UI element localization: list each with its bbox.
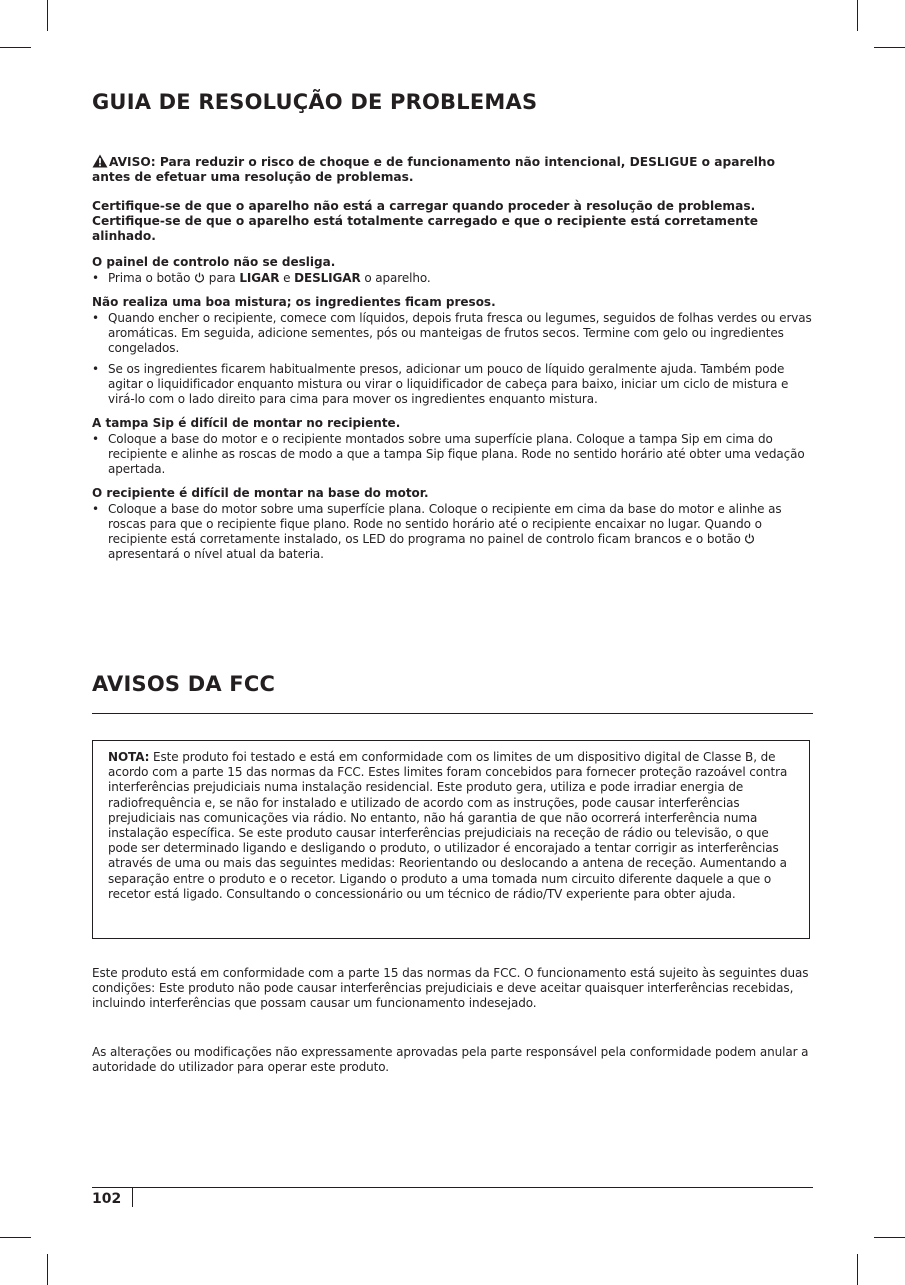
page-number-divider [132, 1188, 133, 1207]
warning-notice [92, 154, 817, 185]
fcc-note-box [92, 740, 810, 939]
bullet-text: apresentará o nível atual da bateria. [108, 547, 324, 561]
power-icon [194, 272, 205, 283]
list-item: • Quando encher o recipiente, comece com líquidos, depois fruta fresca ou legumes, seguidos de folhas verdes ou ervas aromáticas. Em seguida, adicione sementes, pós ou manteigas de frutos secos. Termine com gelo ou ingredientes congelados. [92, 311, 817, 356]
note-label: NOTA: [108, 750, 150, 764]
footer-rule [92, 1187, 813, 1188]
crop-mark [874, 1237, 905, 1238]
bullet-list [92, 502, 817, 562]
crop-mark [857, 0, 858, 31]
bullet-list [92, 432, 817, 477]
troubleshooting-title: GUIA DE RESOLUÇÃO DE PROBLEMAS [92, 90, 538, 114]
section-divider [92, 713, 813, 714]
bullet-list [92, 271, 817, 286]
fcc-paragraph: Este produto está em conformidade com a parte 15 das normas da FCC. O funcionamento está sujeito às seguintes duas condições: Este produto não pode causar interferências prejudiciais e deve aceitar quaisquer interferências recebidas, incluindo interferências que possam causar um funcionamento indesejado. [92, 966, 809, 1011]
crop-mark [874, 47, 905, 48]
crop-mark [0, 47, 31, 48]
section-heading: Não realiza uma boa mistura; os ingredientes ficam presos. [92, 295, 496, 309]
power-icon [744, 533, 755, 544]
intro-paragraph: Certifique-se de que o aparelho não está a carregar quando proceder à resolução de problemas. Certifique-se de que o aparelho está totalmente carregado e que o recipiente está corretamente alinhado. [92, 199, 759, 243]
bullet-text: para [205, 271, 240, 285]
crop-mark [857, 1254, 858, 1285]
troubleshooting-body [92, 154, 817, 562]
list-item: • Coloque a base do motor e o recipiente montados sobre uma superfície plana. Coloque a tampa Sip em cima do recipiente e alinhe as roscas de modo a que a tampa Sip fique plana. Rode no sentido horário até obter uma vedação apertada. [92, 432, 817, 477]
fcc-title: AVISOS DA FCC [92, 672, 276, 696]
warning-text: Para reduzir o risco de choque e de funcionamento não intencional, DESLIGUE o aparelho antes de efetuar uma resolução de problemas. [92, 155, 775, 184]
section-heading: O painel de controlo não se desliga. [92, 255, 336, 269]
section-heading: O recipiente é difícil de montar na base do motor. [92, 486, 429, 500]
list-item [92, 502, 817, 562]
bullet-list [92, 311, 817, 407]
crop-mark [0, 1237, 31, 1238]
bullet-text: Prima o botão [108, 271, 195, 285]
section-heading: A tampa Sip é difícil de montar no recipiente. [92, 416, 401, 430]
crop-mark [47, 1254, 48, 1285]
crop-mark [47, 0, 48, 31]
note-text: Este produto foi testado e está em conformidade com os limites de um dispositivo digital de Classe B, de acordo com a parte 15 das normas da FCC. Estes limites foram concebidos para fornecer proteção razoável contra interferências prejudiciais numa instalação residencial. Este produto gera, utiliza e pode irradiar energia de radiofrequência e, se não for instalado e utilizado de acordo com as instruções, pode causar interferências prejudiciais nas comunicações via rádio. No entanto, não há garantia de que não ocorrerá interferência numa instalação específica. Se este produto causar interferências prejudiciais na receção de rádio ou televisão, o que pode ser determinado ligando e desligando o produto, o utilizador é encorajado a tentar corrigir as interferências através de uma ou mais das seguintes medidas: Reorientando ou deslocando a antena de receção. Aumentando a separação entre o produto e o recetor. Ligando o produto a uma tomada num circuito diferente daquele a que o recetor está ligado. Consultando o concessionário ou um técnico de rádio/TV experiente para obter ajuda. [108, 750, 788, 901]
warning-triangle-icon [92, 154, 108, 168]
on-label: LIGAR [239, 271, 280, 285]
bullet-text: o aparelho. [360, 271, 431, 285]
warning-label: AVISO: [109, 155, 156, 169]
fcc-paragraph: As alterações ou modificações não expressamente aprovadas pela parte responsável pela conformidade podem anular a autoridade do utilizador para operar este produto. [92, 1045, 809, 1075]
list-item: • Se os ingredientes ficarem habitualmente presos, adicionar um pouco de líquido geralmente ajuda. Também pode agitar o liquidificador enquanto mistura ou virar o liquidificador de cabeça para baixo, iniciar um ciclo de mistura e virá-lo com o lado direito para cima para mover os ingredientes enquanto mistura. [92, 362, 817, 407]
bullet-text: Coloque a base do motor sobre uma superfície plana. Coloque o recipiente em cima da base do motor e alinhe as roscas para que o recipiente fique plano. Rode no sentido horário até o recipiente encaixar no lugar. Quando o recipiente está corretamente instalado, os LED do programa no painel de controlo ficam brancos e o botão [108, 502, 782, 546]
off-label: DESLIGAR [294, 271, 361, 285]
list-item [92, 271, 817, 286]
page-number: 102 [92, 1191, 122, 1207]
bullet-text: e [279, 271, 295, 285]
